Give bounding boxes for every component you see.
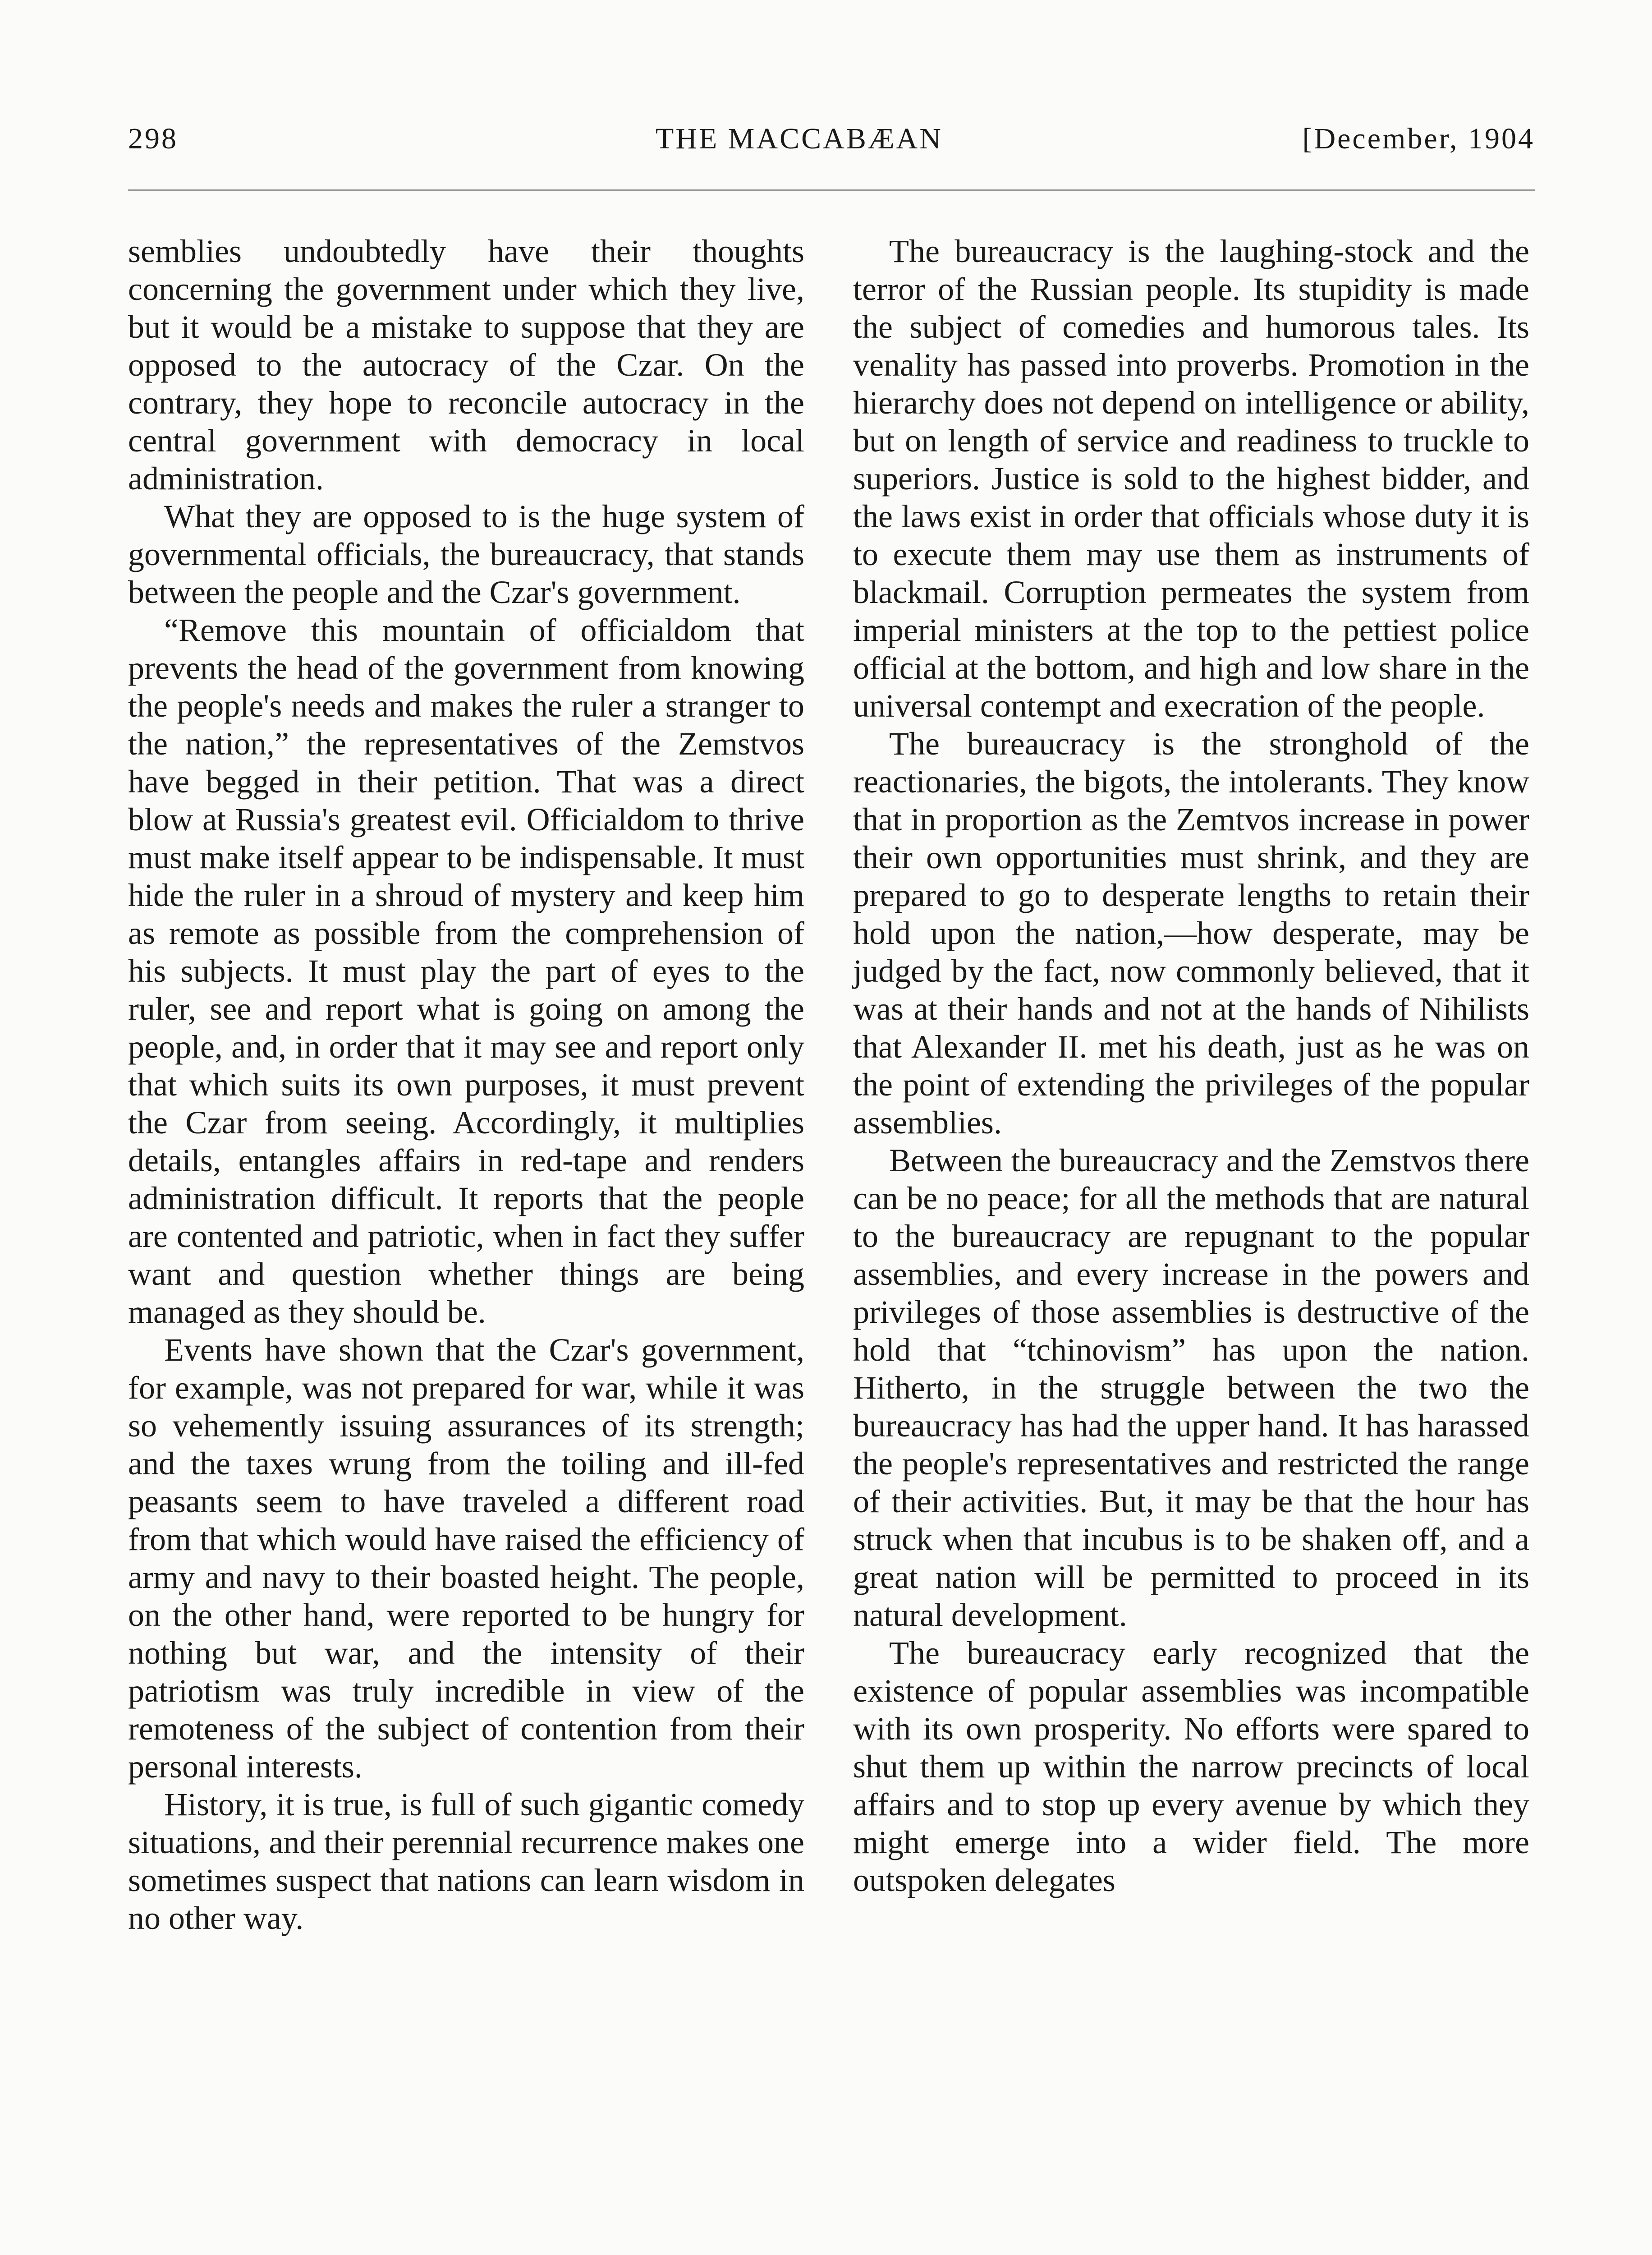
- paragraph: History, it is true, is full of such gigantic comedy situations, and their perennial recurrence makes one sometimes suspect that nations can learn wisdom in no other way.: [128, 1786, 804, 1936]
- paragraph: Events have shown that the Czar's government, for example, was not prepared for war, while it was so vehemently issuing assurances of its strength; and the taxes wrung from the toiling and ill-fed peasants seem to have traveled a different road from that which would have raised the efficiency of army and navy to their boasted height. The people, on the other hand, were reported to be hungry for nothing but war, and the intensity of their patriotism was truly incredible in view of the remoteness of the subject of contention from their personal interests.: [128, 1332, 804, 1785]
- running-header: [128, 122, 1535, 176]
- right-column: [853, 232, 1529, 1899]
- journal-title: THE MACCABÆAN: [656, 122, 943, 155]
- paragraph: Between the bureaucracy and the Zemstvos there can be no peace; for all the methods that are natural to the bureaucracy are repugnant to the popular assemblies, and every increase in the powers and privileges of those assemblies is destructive of the hold that “tchinovism” has upon the nation. Hitherto, in the struggle between the two the bureaucracy has had the upper hand. It has harassed the people's representatives and restricted the range of their activities. But, it may be that the hour has struck when that incubus is to be shaken off, and a great nation will be permitted to proceed in its natural development.: [853, 1142, 1529, 1633]
- left-column: [128, 232, 804, 1937]
- issue-date: [December, 1904: [1302, 122, 1535, 155]
- paragraph: The bureaucracy early recognized that the existence of popular assemblies was incompatible with its own prosperity. No efforts were spared to shut them up within the narrow precincts of local affairs and to stop up every avenue by which they might emerge into a wider field. The more outspoken delegates: [853, 1635, 1529, 1898]
- paragraph: The bureaucracy is the stronghold of the reactionaries, the bigots, the intolerants. They know that in proportion as the Zemtvos increase in power their own opportunities must shrink, and they are prepared to go to desperate lengths to retain their hold upon the nation,—how desperate, may be judged by the fact, now commonly believed, that it was at their hands and not at the hands of Nihilists that Alexander II. met his death, just as he was on the point of extending the privileges of the popular assemblies.: [853, 726, 1529, 1141]
- paragraph: The bureaucracy is the laughing-stock and the terror of the Russian people. Its stupidity is made the subject of comedies and humorous tales. Its venality has passed into proverbs. Promotion in the hierarchy does not depend on intelligence or ability, but on length of service and readiness to truckle to superiors. Justice is sold to the highest bidder, and the laws exist in order that officials whose duty it is to execute them may use them as instruments of blackmail. Corruption permeates the system from imperial ministers at the top to the pettiest police official at the bottom, and high and low share in the universal contempt and execration of the people.: [853, 233, 1529, 724]
- paragraph: What they are opposed to is the huge system of governmental officials, the bureaucracy, that stands between the people and the Czar's government.: [128, 498, 804, 610]
- header-rule: [128, 189, 1535, 191]
- paragraph: semblies undoubtedly have their thoughts concerning the government under which they live, but it would be a mistake to suppose that they are opposed to the autocracy of the Czar. On the contrary, they hope to reconcile autocracy in the central government with democracy in local administration.: [128, 233, 804, 497]
- page-number: 298: [128, 122, 178, 155]
- paragraph: “Remove this mountain of officialdom that prevents the head of the government from knowing the people's needs and makes the ruler a stranger to the nation,” the representatives of the Zemstvos have begged in their petition. That was a direct blow at Russia's greatest evil. Officialdom to thrive must make itself appear to be indispensable. It must hide the ruler in a shroud of mystery and keep him as remote as possible from the comprehension of his subjects. It must play the part of eyes to the ruler, see and report what is going on among the people, and, in order that it may see and report only that which suits its own purposes, it must prevent the Czar from seeing. Accordingly, it multiplies details, entangles affairs in red-tape and renders administration difficult. It reports that the people are contented and patriotic, when in fact they suffer want and question whether things are being managed as they should be.: [128, 612, 804, 1330]
